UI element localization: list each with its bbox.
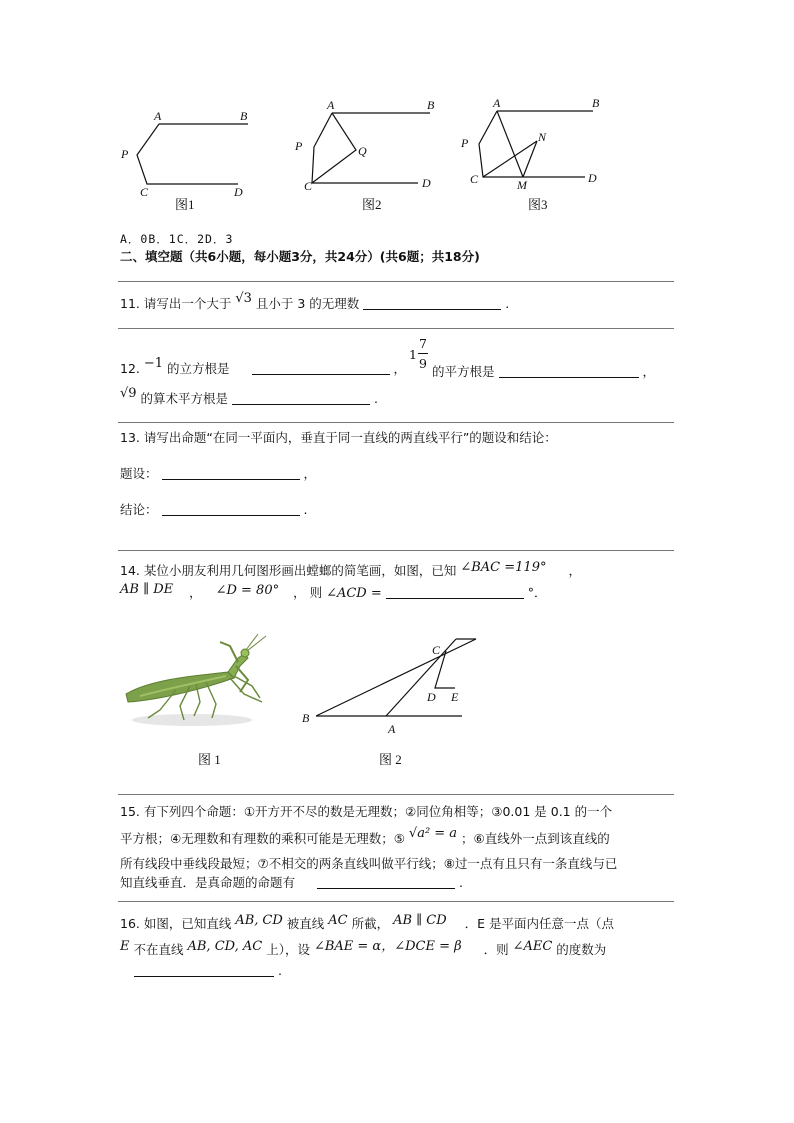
divider-4 bbox=[118, 550, 674, 551]
fig3-label-P: P bbox=[461, 136, 469, 150]
fig2-label-A: A bbox=[327, 98, 335, 112]
q14-fig2-label-A: A bbox=[388, 722, 396, 736]
q14-fig1-caption: 图 1 bbox=[198, 752, 221, 767]
fig3-label-D: D bbox=[588, 171, 597, 185]
q16-e: 不在直线 bbox=[133, 942, 184, 957]
q16-answer-blank[interactable] bbox=[134, 964, 274, 977]
fig3-label-N: N bbox=[538, 130, 547, 144]
q12-mixed-den: 9 bbox=[419, 356, 427, 371]
question-15-line1: 15. 有下列四个命题：①开方开不尽的数是无理数；②同位角相等；③0.01 是 0.1 的一个 bbox=[120, 804, 613, 819]
q16-f: 上），设 bbox=[266, 942, 310, 957]
q11-end: . bbox=[505, 296, 510, 311]
question-14-line1 bbox=[120, 560, 581, 578]
question-16-line1 bbox=[120, 913, 615, 931]
fig3-label-B: B bbox=[592, 96, 600, 110]
q12-mixed-whole: 1 bbox=[409, 347, 417, 362]
q14-fig2-label-E: E bbox=[451, 690, 459, 704]
q14-fig2-caption: 图 2 bbox=[379, 752, 402, 767]
q16-angles: ∠BAE = α，∠DCE = β bbox=[313, 939, 462, 954]
q12-text3: 的算术平方根是 bbox=[140, 391, 229, 406]
q16-ab-parallel-cd: AB ∥ CD bbox=[393, 913, 447, 928]
q16-ab: AB, bbox=[235, 913, 259, 928]
q16-ac: AC bbox=[328, 913, 348, 928]
q12-mixed-num: 7 bbox=[419, 336, 427, 351]
q16-lines: AB, CD, AC bbox=[187, 939, 263, 954]
q14-angle-acd: ∠ACD = bbox=[326, 586, 382, 601]
fig3-label-M: M bbox=[517, 178, 527, 192]
fig2-label-D: D bbox=[422, 176, 431, 190]
fig2-label-B: B bbox=[427, 98, 435, 112]
question-15-line4 bbox=[120, 876, 463, 890]
q14-end: °． bbox=[527, 585, 547, 600]
q14-sep3: ， bbox=[293, 585, 306, 600]
q11-suffix: 且小于 3 的无理数 bbox=[255, 296, 360, 311]
question-16-line3 bbox=[134, 964, 282, 978]
q15-sqrt-a-squared: √a² = a bbox=[408, 826, 458, 841]
q14-fig2-label-C: C bbox=[432, 643, 441, 657]
q12-sep1: ， bbox=[393, 361, 407, 376]
q12-answer-blank-3[interactable] bbox=[232, 392, 370, 405]
q15-answer-blank[interactable] bbox=[317, 876, 455, 889]
q11-sqrt3: √3 bbox=[235, 291, 252, 306]
q14-fig2-label-D: D bbox=[427, 690, 436, 704]
q15-line2b: ；⑥直线外一点到该直线的 bbox=[461, 831, 610, 846]
question-15-line3: 所有线段中垂线段最短；⑦不相交的两条直线叫做平行线；⑧过一点有且只有一条直线与已 bbox=[120, 856, 618, 871]
fig1-label-A: A bbox=[154, 109, 162, 123]
q10-options: A．0B．1C．2D．3 bbox=[120, 232, 234, 246]
question-14-line2 bbox=[120, 582, 547, 601]
q12-expr-neg1: −1 bbox=[143, 356, 164, 371]
q12-text1: 的立方根是 bbox=[167, 361, 230, 376]
q16-g: ．则 bbox=[483, 942, 509, 957]
q13-hyp-end: ， bbox=[303, 466, 316, 481]
q12-answer-blank-2[interactable] bbox=[499, 365, 639, 378]
fig1-caption: 图1 bbox=[175, 197, 195, 212]
q14-ab-parallel-de: AB ∥ DE bbox=[120, 582, 174, 597]
q16-a: 16. 如图，已知直线 bbox=[120, 916, 232, 931]
divider-6 bbox=[118, 901, 674, 902]
top-figure-3 bbox=[455, 95, 615, 205]
q14-angle-bac: ∠BAC =119° bbox=[460, 560, 547, 575]
fig1-label-B: B bbox=[240, 109, 248, 123]
q16-end: . bbox=[277, 963, 282, 978]
divider-5 bbox=[118, 794, 674, 795]
divider-2 bbox=[118, 328, 674, 329]
question-13-hypothesis bbox=[120, 467, 316, 481]
q12-text2: 的平方根是 bbox=[432, 364, 495, 379]
q12-number: 12. bbox=[120, 361, 140, 376]
divider-3 bbox=[118, 422, 674, 423]
fig3-caption: 图3 bbox=[528, 197, 548, 212]
q11-prefix: 11. 请写出一个大于 bbox=[120, 296, 232, 311]
q12-sep2: ， bbox=[642, 364, 655, 379]
question-16-line2 bbox=[120, 939, 607, 957]
q12-sqrt9: √9 bbox=[120, 386, 137, 401]
q15-line4: 知直线垂直．是真命题的命题有 bbox=[120, 875, 296, 890]
q16-angle-aec: ∠AEC bbox=[512, 939, 553, 954]
question-12-line1 bbox=[120, 356, 407, 376]
q12-fraction-bar bbox=[418, 353, 428, 354]
q16-cd: CD bbox=[262, 913, 283, 928]
question-11 bbox=[120, 291, 510, 311]
q16-e-var: E bbox=[120, 939, 130, 954]
divider-1 bbox=[118, 281, 674, 282]
q14-angle-d: ∠D = 80° bbox=[215, 583, 280, 598]
fig1-label-C: C bbox=[140, 185, 149, 199]
q16-c: 所截， bbox=[351, 916, 390, 931]
q13-con-label: 结论： bbox=[120, 502, 158, 517]
question-13-stem: 13. 请写出命题“在同一平面内，垂直于同一直线的两直线平行”的题设和结论： bbox=[120, 430, 557, 445]
q12-end: . bbox=[374, 391, 379, 406]
q16-h: 的度数为 bbox=[556, 942, 607, 957]
question-12-line2 bbox=[120, 386, 379, 406]
fig2-label-P: P bbox=[295, 139, 303, 153]
fig3-label-A: A bbox=[493, 96, 501, 110]
question-12-line1b bbox=[432, 362, 655, 380]
mantis-image bbox=[120, 632, 270, 732]
q16-d: ．E 是平面内任意一点（点 bbox=[464, 916, 615, 931]
q16-b: 被直线 bbox=[286, 916, 325, 931]
fig2-label-C: C bbox=[304, 179, 313, 193]
q14-fig2-label-B: B bbox=[302, 711, 310, 725]
question-15-line2 bbox=[120, 826, 610, 846]
q13-hyp-blank[interactable] bbox=[162, 467, 300, 480]
q14-figure-2 bbox=[296, 632, 486, 742]
q13-hyp-label: 题设： bbox=[120, 466, 158, 481]
fig3-label-C: C bbox=[470, 172, 479, 186]
fig1-label-D: D bbox=[234, 185, 243, 199]
section-2-header: 二、填空题（共6小题，每小题3分，共24分）(共6题；共18分) bbox=[120, 249, 480, 264]
top-figure-2 bbox=[290, 95, 450, 205]
q15-end: . bbox=[458, 875, 463, 890]
fig1-label-P: P bbox=[121, 147, 129, 161]
fig2-caption: 图2 bbox=[362, 197, 382, 212]
q14-sep1: ， bbox=[568, 563, 581, 578]
q14-sep2: ， bbox=[189, 585, 202, 600]
q14-text: 则 bbox=[309, 585, 323, 600]
q14-answer-blank[interactable] bbox=[386, 586, 524, 599]
question-13-conclusion bbox=[120, 503, 307, 517]
fig2-label-Q: Q bbox=[358, 144, 367, 158]
q13-con-blank[interactable] bbox=[162, 503, 300, 516]
q13-con-end: . bbox=[303, 502, 308, 517]
q12-answer-blank-1[interactable] bbox=[252, 362, 390, 375]
q14-stem: 14. 某位小朋友利用几何图形画出螳螂的简笔画，如图，已知 bbox=[120, 563, 457, 578]
q15-line2a: 平方根；④无理数和有理数的乘积可能是无理数；⑤ bbox=[120, 831, 405, 846]
q11-answer-blank[interactable] bbox=[363, 297, 501, 310]
